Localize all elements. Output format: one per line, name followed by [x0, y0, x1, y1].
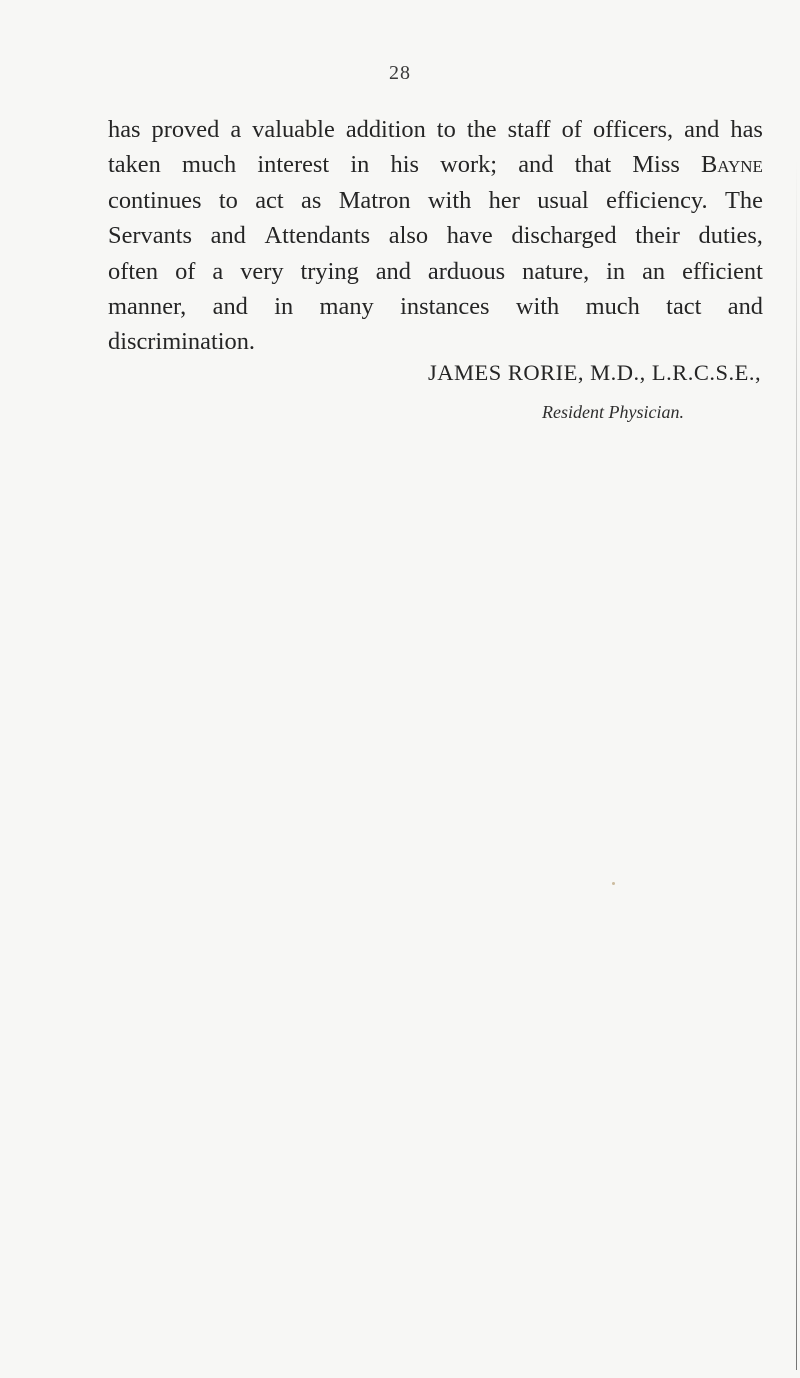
paragraph-word: duties, [698, 222, 763, 250]
paragraph-word: and [727, 293, 763, 321]
paragraph-word: to [218, 186, 238, 214]
paragraph-line [108, 254, 763, 289]
paragraph-word: also [388, 222, 429, 250]
paragraph-word: often [108, 257, 159, 285]
paragraph-word: discharged [511, 222, 617, 250]
paragraph-word: continues [108, 186, 202, 214]
paragraph-word: Servants [108, 222, 192, 250]
paragraph-word: The [725, 186, 763, 214]
paragraph-word: Attendants [264, 222, 371, 250]
paragraph-line [108, 289, 763, 324]
paragraph-word: has [108, 116, 141, 143]
paragraph-word: to [436, 116, 456, 143]
page-number: 28 [389, 62, 411, 84]
paragraph-word: arduous [427, 257, 506, 285]
paragraph-word: their [635, 222, 680, 250]
paragraph-word: interest [257, 151, 330, 179]
paragraph-word: and [375, 257, 411, 285]
paragraph-word: efficiency. [606, 186, 708, 214]
paragraph-word: a [212, 257, 224, 285]
paragraph-line [108, 112, 763, 147]
paragraph-word: in [274, 293, 294, 321]
paragraph-word: much [182, 151, 237, 179]
paragraph-line [108, 324, 763, 359]
paragraph-word: Bayne [700, 151, 763, 179]
paragraph-word: manner, [108, 293, 187, 321]
paragraph-word: have [446, 222, 493, 250]
signature-name: JAMES RORIE, M.D., L.R.C.S.E., [428, 360, 762, 385]
paragraph-word: with [427, 186, 472, 214]
paragraph-word: his [390, 151, 419, 179]
paragraph-word: discrimination. [108, 328, 255, 356]
paragraph-word: of [561, 116, 582, 143]
paragraph-word: taken [108, 151, 161, 179]
paragraph-word: instances [400, 293, 490, 321]
paragraph-line [108, 147, 763, 182]
paragraph-word: efficient [682, 257, 763, 285]
paragraph-word: usual [537, 186, 589, 214]
paragraph-word: and [518, 151, 554, 179]
paragraph-word: an [642, 257, 666, 285]
paragraph-line [108, 183, 763, 218]
paragraph-word: addition [345, 116, 426, 143]
paragraph-word: and [212, 293, 248, 321]
paragraph-word: nature, [522, 257, 590, 285]
body-paragraph [108, 112, 763, 360]
paragraph-word: act [255, 186, 284, 214]
paragraph-word: Miss [632, 151, 680, 179]
paragraph-word: has [730, 116, 763, 143]
paragraph-word: Matron [338, 186, 411, 214]
signature-title: Resident Physician. [542, 402, 684, 422]
paragraph-word: very [240, 257, 284, 285]
paragraph-word: the [466, 116, 497, 143]
paper-speck [612, 882, 615, 885]
paragraph-word: her [488, 186, 520, 214]
paragraph-word: trying [300, 257, 359, 285]
page-edge-shadow [796, 160, 797, 1370]
paragraph-word: many [319, 293, 374, 321]
paragraph-word: that [574, 151, 612, 179]
paragraph-word: valuable [252, 116, 335, 143]
paragraph-word: in [606, 257, 626, 285]
paragraph-word: and [210, 222, 246, 250]
paragraph-word: with [515, 293, 560, 321]
paragraph-word: a [230, 116, 242, 143]
paragraph-word: proved [151, 116, 220, 143]
paragraph-line [108, 218, 763, 253]
paragraph-word: of [175, 257, 196, 285]
paragraph-word: and [684, 116, 720, 143]
paragraph-word: staff [507, 116, 551, 143]
paragraph-word: much [585, 293, 640, 321]
paragraph-word: in [350, 151, 370, 179]
paragraph-word: work; [440, 151, 498, 179]
paragraph-word: as [301, 186, 322, 214]
paragraph-word: officers, [592, 116, 674, 143]
paragraph-word: tact [666, 293, 702, 321]
